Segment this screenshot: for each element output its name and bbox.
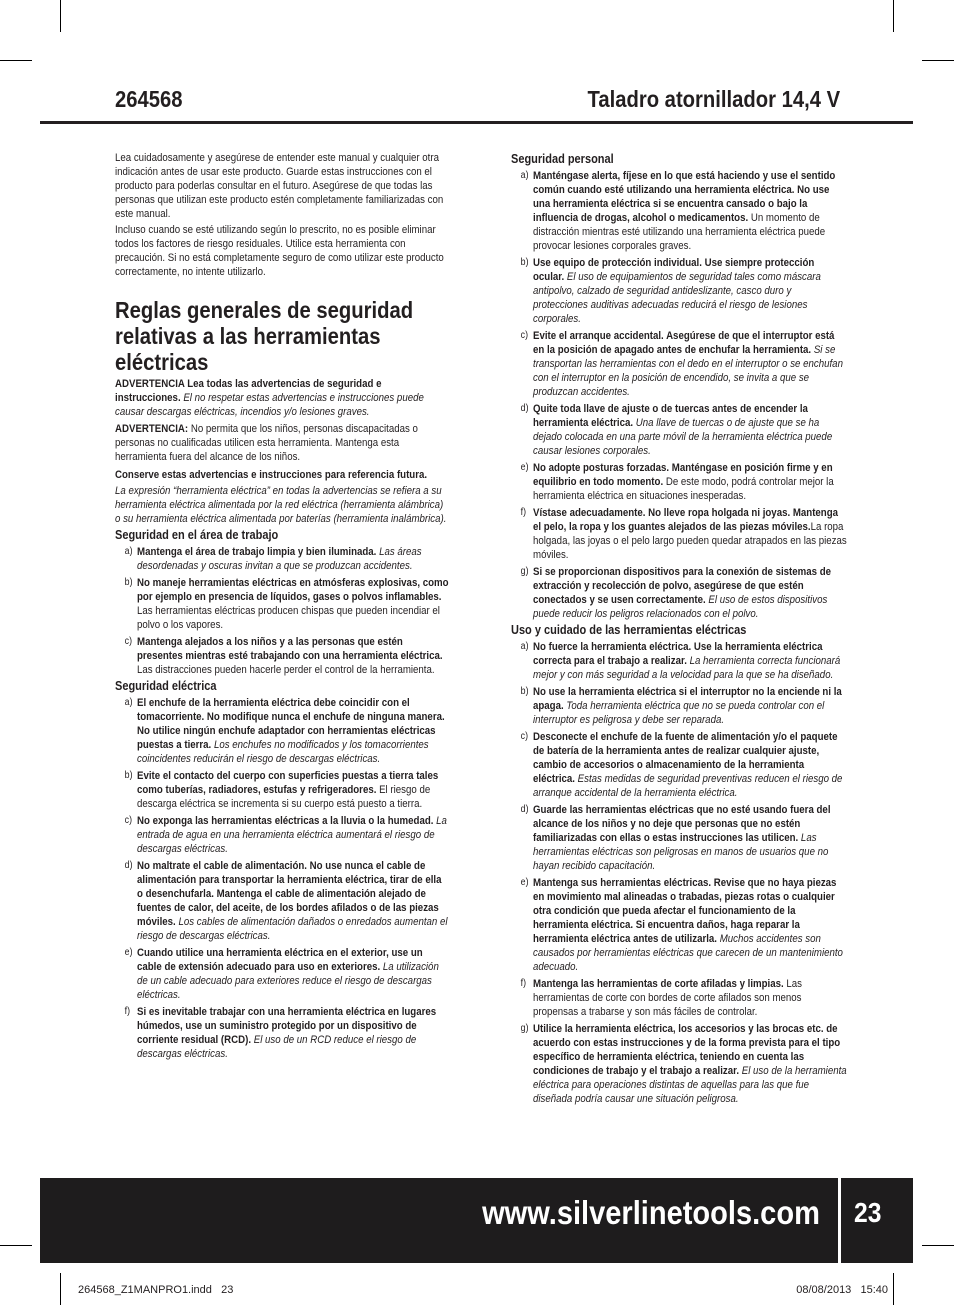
item-instruction: Mantenga las herramientas de corte afiladas y limpias. [533,978,784,990]
item-instruction: Manténgase alerta, fíjese en lo que está haciendo y use el sentido común cuando esté utilizando una herramienta eléctrica. No use una herramienta eléctrica si se encuentra cansado o bajo la influencia de drogas, alcohol o medicamentos. [533,170,836,224]
item-letter: a) [520,641,529,652]
item-letter: a) [124,546,133,557]
list-item [511,565,847,621]
item-explanation: La entrada de agua en una herramienta eléctrica aumentará el riesgo de descargas eléctricas. [137,815,447,855]
item-explanation: El uso de equipamientos de seguridad tales como máscara antipolvo, calzado de seguridad antideslizante, casco duro y protecciones auditivas adecuadas reducirá el riesgo de lesiones corporales. [533,271,821,325]
left-column [115,151,449,1061]
item-instruction: Use equipo de protección individual. Use siempre protección ocular. [533,257,815,283]
print-date: 08/08/2013 15:40 [796,1284,888,1296]
item-instruction: No adopte posturas forzadas. Manténgase en posición firme y en equilibrio en todo momento. [533,462,833,488]
subsection-title: Seguridad personal [511,152,614,166]
item-explanation: El uso de la herramienta eléctrica para operaciones distintas de aquellas para las que fue diseñada podría causar une situación peligrosa. [533,1065,847,1105]
item-explanation: Estas medidas de seguridad preventivas reducen el riesgo de arranque accidental de la herramienta eléctrica. [533,773,843,799]
subsection-title: Uso y cuidado de las herramientas eléctricas [511,623,747,637]
list-item [511,329,847,399]
file-info: 264568_Z1MANPRO1.indd 23 [78,1284,234,1296]
website-url: www.silverlinetools.com [482,1194,820,1231]
list-item [115,814,449,856]
item-instruction: Mantenga alejados a los niños y a las personas que estén presentes mientras esté trabajando con una herramienta eléctrica. [137,636,443,662]
item-instruction: Si se proporcionan dispositivos para la conexión de sistemas de extracción y recolección de polvo, asegúrese de que estén conectados y se usen correctamente. [533,566,832,606]
list-item [115,859,449,943]
item-instruction: Guarde las herramientas eléctricas que no esté usando fuera del alcance de los niños y no deje que personas que no estén familiarizadas con ellas o estas instrucciones las utilicen. [533,804,831,844]
item-instruction: El enchufe de la herramienta eléctrica debe coincidir con el tomacorriente. No modifique nunca el enchufe de ninguna manera. No utilice ningún enchufe adaptador con herramientas eléctricas puestas a tierra. [137,697,445,751]
item-instruction: Vístase adecuadamente. No lleve ropa holgada ni joyas. Mantenga el pelo, la ropa y los guantes alejados de las piezas móviles. [533,507,839,533]
list-item [511,803,847,873]
list-item [115,769,449,811]
page-title: Taladro atornillador 14,4 V [587,86,840,112]
item-letter: a) [124,697,133,708]
item-explanation: Una llave de tuercas o de ajuste que se ha dejado colocada en una parte móvil de la herramienta eléctrica puede causar lesiones corporales. [533,417,833,457]
intro-paragraph: Incluso cuando se esté utilizando según lo prescrito, no es posible eliminar todos los factores de riesgo residuales. Utilice esta herramienta con precaución. Si no está completamente seguro de como utilizar este producto correctamente, no intente utilizarlo. [115,224,444,278]
item-instruction: No maneje herramientas eléctricas en atmósferas explosivas, como por ejemplo en presencia de líquidos, gases o polvos inflamables. [137,577,449,603]
item-instruction: Utilice la herramienta eléctrica, los accesorios y las brocas etc. de acuerdo con estas instrucciones y de la forma prevista para el tipo específico de herramienta eléctrica, teniendo en cuenta las condiciones de trabajo y el trabajo a realizar. [533,1023,841,1077]
item-letter: c) [124,636,133,647]
item-instruction: Evite el arranque accidental. Asegúrese de que el interruptor está en la posición de apagado antes de enchufar la herramienta. [533,330,835,356]
item-letter: b) [520,686,529,697]
list-item [115,576,449,632]
item-explanation: Muchos accidentes son causados por herramientas eléctricas que carecen de un mantenimiento adecuado. [533,933,843,973]
item-explanation: La herramienta correcta funcionará mejor y con más seguridad a la velocidad para la que se ha diseñado. [533,655,841,681]
item-letter: g) [520,1023,529,1034]
crop-mark [0,1245,32,1246]
item-letter: b) [124,577,133,588]
warning-paragraph [115,422,449,464]
item-letter: f) [520,507,527,518]
list-item [511,640,847,682]
item-instruction: Si es inevitable trabajar con una herramienta eléctrica en lugares húmedos, use un suministro protegido por un dispositivo de corriente residual (RCD). [137,1006,437,1046]
item-explanation: Las herramientas de corte con bordes de corte afilados son menos propensas a trabarse y son más fáciles de controlar. [533,978,803,1018]
crop-mark [0,60,32,61]
warning-text: No permita que los niños, personas discapacitadas o personas no cualificadas utilicen esta herramienta. Mantenga esta herramienta fuera del alcance de los niños. [115,423,418,463]
item-letter: e) [520,877,529,888]
list-item [115,696,449,766]
item-explanation: El riesgo de descarga eléctrica se incrementa si su cuerpo está puesto a tierra. [137,784,431,810]
list-item [115,1005,449,1061]
item-explanation: Los enchufes no modificados y los tomacorrientes coincidentes reducirán el riesgo de descargas eléctricas. [137,739,429,765]
section-heading: Reglas generales de seguridad relativas a las herramientas eléctricas [115,297,414,375]
item-instruction: Mantenga el área de trabajo limpia y bien iluminada. [137,546,377,558]
list-item [511,506,847,562]
item-letter: c) [520,731,529,742]
item-instruction: Desconecte el enchufe de la fuente de alimentación y/o el paquete de batería de la herramienta antes de realizar cualquier ajuste, cambio de accesorios o almacenamiento de la herramienta eléctrica. [533,731,838,785]
item-explanation: El uso de un RCD reduce el riesgo de descargas eléctricas. [137,1034,417,1060]
footer-divider [838,1178,841,1263]
item-letter: b) [520,257,529,268]
item-letter: e) [124,947,133,958]
subsection-title: Seguridad en el área de trabajo [115,528,279,542]
item-instruction: No use la herramienta eléctrica si el interruptor no la enciende ni la apaga. [533,686,842,712]
warning-label: ADVERTENCIA: [115,423,189,435]
item-instruction: No maltrate el cable de alimentación. No use nunca el cable de alimentación para transportar la herramienta eléctrica, tirar de ella o desenchufarla. Mantenga el cable de alimentación alejado de fuentes de calor, del aceite, de los bordes afilados o de las piezas móviles. [137,860,442,928]
list-item [115,635,449,677]
item-explanation: De este modo, podrá controlar mejor la herramienta eléctrica en situaciones inesperadas. [533,476,834,502]
list-item [115,545,449,573]
header-rule [40,121,913,124]
subsection-title: Seguridad eléctrica [115,679,217,693]
item-instruction: Quite toda llave de ajuste o de tuercas antes de encender la herramienta eléctrica. [533,403,808,429]
right-column [511,152,847,1106]
item-explanation: Un momento de distracción mientras esté utilizando una herramienta eléctrica puede provocar lesiones corporales graves. [533,212,826,252]
item-explanation: El uso de estos dispositivos puede reducir los peligros relacionados con el polvo. [533,594,828,620]
list-item [511,876,847,974]
definition-paragraph: La expresión “herramienta eléctrica” en todas la advertencias se refiera a su herramienta eléctrica alimentada por la red eléctrica (herramienta alámbrica) o su herramienta eléctrica alimentada por baterías (herramienta inalámbrica). [115,485,447,525]
item-letter: g) [520,566,529,577]
item-letter: a) [520,170,529,181]
item-letter: d) [124,860,133,871]
item-explanation: Los cables de alimentación dañados o enredados aumentan el riesgo de descargas eléctricas. [137,916,448,942]
item-instruction: Evite el contacto del cuerpo con superficies puestas a tierra tales como tuberías, radiadores, estufas y refrigeradores. [137,770,439,796]
list-item [511,730,847,800]
warning-text: El no respetar estas advertencias e instrucciones puede causar descargas eléctricas, incendios y/o lesiones graves. [115,392,424,418]
item-letter: f) [124,1006,131,1017]
crop-mark [60,0,61,32]
item-letter: f) [520,978,527,989]
item-instruction: No exponga las herramientas eléctricas a la lluvia o la humedad. [137,815,434,827]
list-item [511,461,847,503]
item-letter: e) [520,462,529,473]
crop-mark [922,60,954,61]
list-item [511,1022,847,1106]
list-item [511,169,847,253]
item-explanation: Las herramientas eléctricas son peligrosas en manos de usuarios que no hayan recibido capacitación. [533,832,829,872]
item-instruction: No fuerce la herramienta eléctrica. Use la herramienta eléctrica correcta para el trabajo a realizar. [533,641,823,667]
warning-paragraph [115,377,449,419]
keep-instructions-note: Conserve estas advertencias e instrucciones para referencia futura. [115,469,428,481]
item-explanation: La ropa holgada, las joyas o el pelo largo pueden quedar atrapados en las piezas móviles. [533,521,847,561]
item-instruction: Cuando utilice una herramienta eléctrica en el exterior, use un cable de extensión adecuado para uso en exteriores. [137,947,423,973]
item-explanation: Las áreas desordenadas y oscuras invitan a que se produzcan accidentes. [137,546,422,572]
item-explanation: Toda herramienta eléctrica que no se pueda controlar con el interruptor es peligrosa y debe ser reparada. [533,700,825,726]
crop-mark [893,1273,894,1305]
list-item [511,256,847,326]
item-letter: d) [520,804,529,815]
list-item [511,402,847,458]
item-explanation: Si se transportan las herramientas con el dedo en el interruptor o se enchufan con el interruptor en la posición de encendido, se invita a que se produzcan accidentes. [533,344,843,398]
crop-mark [60,1273,61,1305]
item-letter: c) [124,815,133,826]
product-code: 264568 [115,86,183,112]
crop-mark [893,0,894,32]
list-item [115,946,449,1002]
item-letter: c) [520,330,529,341]
intro-paragraph: Lea cuidadosamente y asegúrese de entender este manual y cualquier otra indicación antes de usar este producto. Guarde estas instrucciones con el producto para poderlas consultar en el futuro. Asegúrese de que todas las personas que utilizan este producto estén completamente familiarizadas con este manual. [115,152,444,220]
item-explanation: La utilización de un cable adecuado para exteriores reduce el riesgo de descargas eléctricas. [137,961,439,1001]
page-number: 23 [854,1197,882,1228]
list-item [511,977,847,1019]
list-item [511,685,847,727]
item-explanation: Las distracciones pueden hacerle perder el control de la herramienta. [137,664,435,676]
warning-label: ADVERTENCIA Lea todas las advertencias de seguridad e instrucciones. [115,378,382,404]
item-explanation: Las herramientas eléctricas producen chispas que pueden incendiar el polvo o los vapores. [137,605,440,631]
item-letter: d) [520,403,529,414]
item-letter: b) [124,770,133,781]
crop-mark [922,1245,954,1246]
item-instruction: Mantenga sus herramientas eléctricas. Revise que no haya piezas en movimiento mal alineadas o trabadas, piezas rotas o cualquier otra condición que pueda afectar el funcionamiento de la herramienta eléctrica. Si encuentra daños, haga reparar la herramienta eléctrica antes de utilizarla. [533,877,837,945]
